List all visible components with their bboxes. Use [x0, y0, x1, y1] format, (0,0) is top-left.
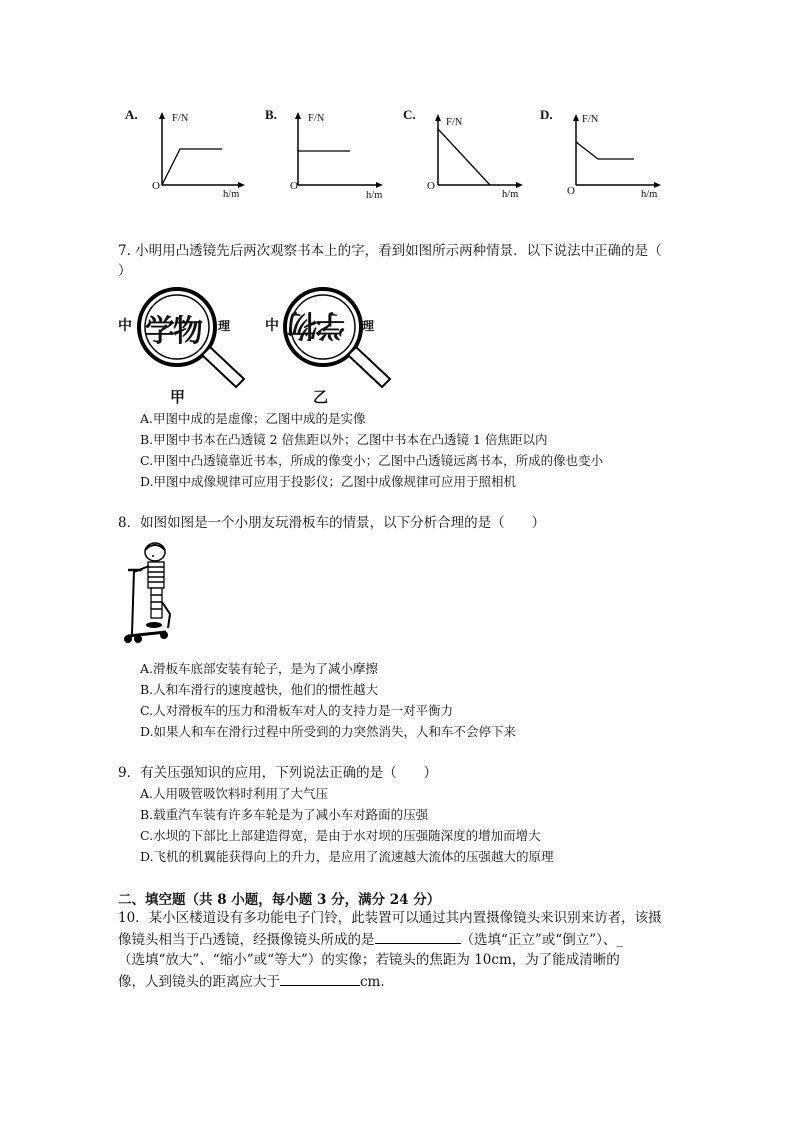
q10-line4-text-b: cm. [360, 974, 385, 990]
graph-c-ylabel: F/N [446, 117, 463, 128]
q10-line1: 10．某小区楼道设有多功能电子门铃，此装置可以通过其内置摄像镜头来识别来访者，该摄 [118, 910, 662, 926]
graph-d-xlabel: h/m [641, 189, 658, 200]
graph-b-xlabel: h/m [366, 190, 383, 201]
q10-line4-text-a: 像，人到镜头的距离应大于 [118, 974, 280, 990]
graph-a-origin: O [152, 180, 160, 192]
q10-blank-1[interactable] [375, 930, 461, 944]
q7-option-d: D.甲图中成像规律可应用于投影仪；乙图中成像规律可应用于照相机 [140, 474, 517, 489]
q10-line2 [118, 930, 623, 949]
q8-stem: 8．如图如图是一个小朋友玩滑板车的情景，以下分析合理的是（ ） [118, 515, 546, 531]
graph-d-letter: D. [540, 107, 553, 122]
q8-option-d: D.如果人和车在滑行过程中所受到的力突然消失，人和车不会停下来 [140, 724, 517, 739]
q7-option-c: C.甲图中凸透镜靠近书本，所成的像变小；乙图中凸透镜远离书本，所成的像也变小 [140, 453, 604, 468]
q7-option-b: B.甲图中书本在凸透镜 2 倍焦距以外；乙图中书本在凸透镜 1 倍焦距以内 [140, 432, 548, 447]
graph-d-origin: O [567, 185, 575, 197]
q7-lens1-right-char: 理 [218, 319, 231, 333]
q7-lens1-text: 学物 [145, 314, 201, 349]
graph-c-letter: C. [403, 107, 416, 122]
graph-b-plot [262, 105, 397, 205]
graph-a [120, 105, 250, 205]
q9-option-d: D.飞机的机翼能获得向上的升力，是应用了流速越大流体的压强越大的原理 [140, 849, 554, 864]
q9-option-b: B.载重汽车装有许多车轮是为了减小车对路面的压强 [140, 807, 429, 822]
q8-option-b: B.人和车滑行的速度越快，他们的惯性越大 [140, 682, 379, 697]
q7-caption-yi: 乙 [313, 388, 329, 406]
graph-a-letter: A. [125, 107, 138, 122]
q7-lens1-left-char: 中 [118, 318, 132, 334]
graph-a-plot [120, 105, 250, 205]
q7-stem-line2: ） [118, 263, 132, 279]
graph-d [538, 105, 673, 205]
graph-d-ylabel: F/N [582, 114, 599, 125]
graph-d-plot [538, 105, 673, 205]
graph-c-origin: O [427, 180, 435, 192]
q10-line2-text-b: （选填“正立”或“倒立”）、_ [460, 932, 624, 948]
q7-stem-line1: 7. 小明用凸透镜先后两次观察书本上的字，看到如图所示两种情景．以下说法中正确的是（ [118, 243, 662, 259]
q10-line4 [118, 972, 385, 991]
graph-a-ylabel: F/N [172, 113, 189, 124]
q9-stem: 9．有关压强知识的应用，下列说法正确的是（ ） [118, 765, 438, 781]
q10-line2-text-a: 像镜头相当于凸透镜，经摄像镜头所成的是 [118, 932, 375, 948]
section-2-title: 二、填空题（共 8 小题，每小题 3 分，满分 24 分） [118, 892, 441, 908]
graph-b-origin: O [290, 180, 298, 192]
q7-lens2-text-inverted: 学物 [289, 307, 345, 342]
graph-c-plot [400, 105, 535, 205]
graph-b [262, 105, 397, 205]
q10-line3: （选填“放大”、“缩小”或“等大”）的实像；若镜头的焦距为 10cm，为了能成清晰的 [118, 952, 620, 968]
q10-blank-3[interactable] [280, 972, 360, 986]
graph-b-letter: B. [265, 107, 277, 122]
graph-b-ylabel: F/N [308, 113, 325, 124]
q7-lens2-right-char: 理 [362, 319, 375, 333]
graph-c-xlabel: h/m [502, 189, 519, 200]
graph-a-xlabel: h/m [223, 189, 240, 200]
graph-c [400, 105, 535, 205]
q7-lens2-left-char: 中 [265, 318, 279, 334]
q8-option-a: A.滑板车底部安装有轮子，是为了减小摩擦 [140, 661, 379, 676]
q9-option-c: C.水坝的下部比上部建造得宽，是由于水对坝的压强随深度的增加而增大 [140, 828, 541, 843]
q8-option-c: C.人对滑板车的压力和滑板车对人的支持力是一对平衡力 [140, 703, 454, 718]
scooter-kid-image [118, 540, 178, 648]
q7-caption-jia: 甲 [170, 388, 186, 406]
q9-option-a: A.人用吸管吸饮料时利用了大气压 [140, 786, 329, 801]
q7-option-a: A.甲图中成的是虚像；乙图中成的是实像 [140, 411, 366, 426]
